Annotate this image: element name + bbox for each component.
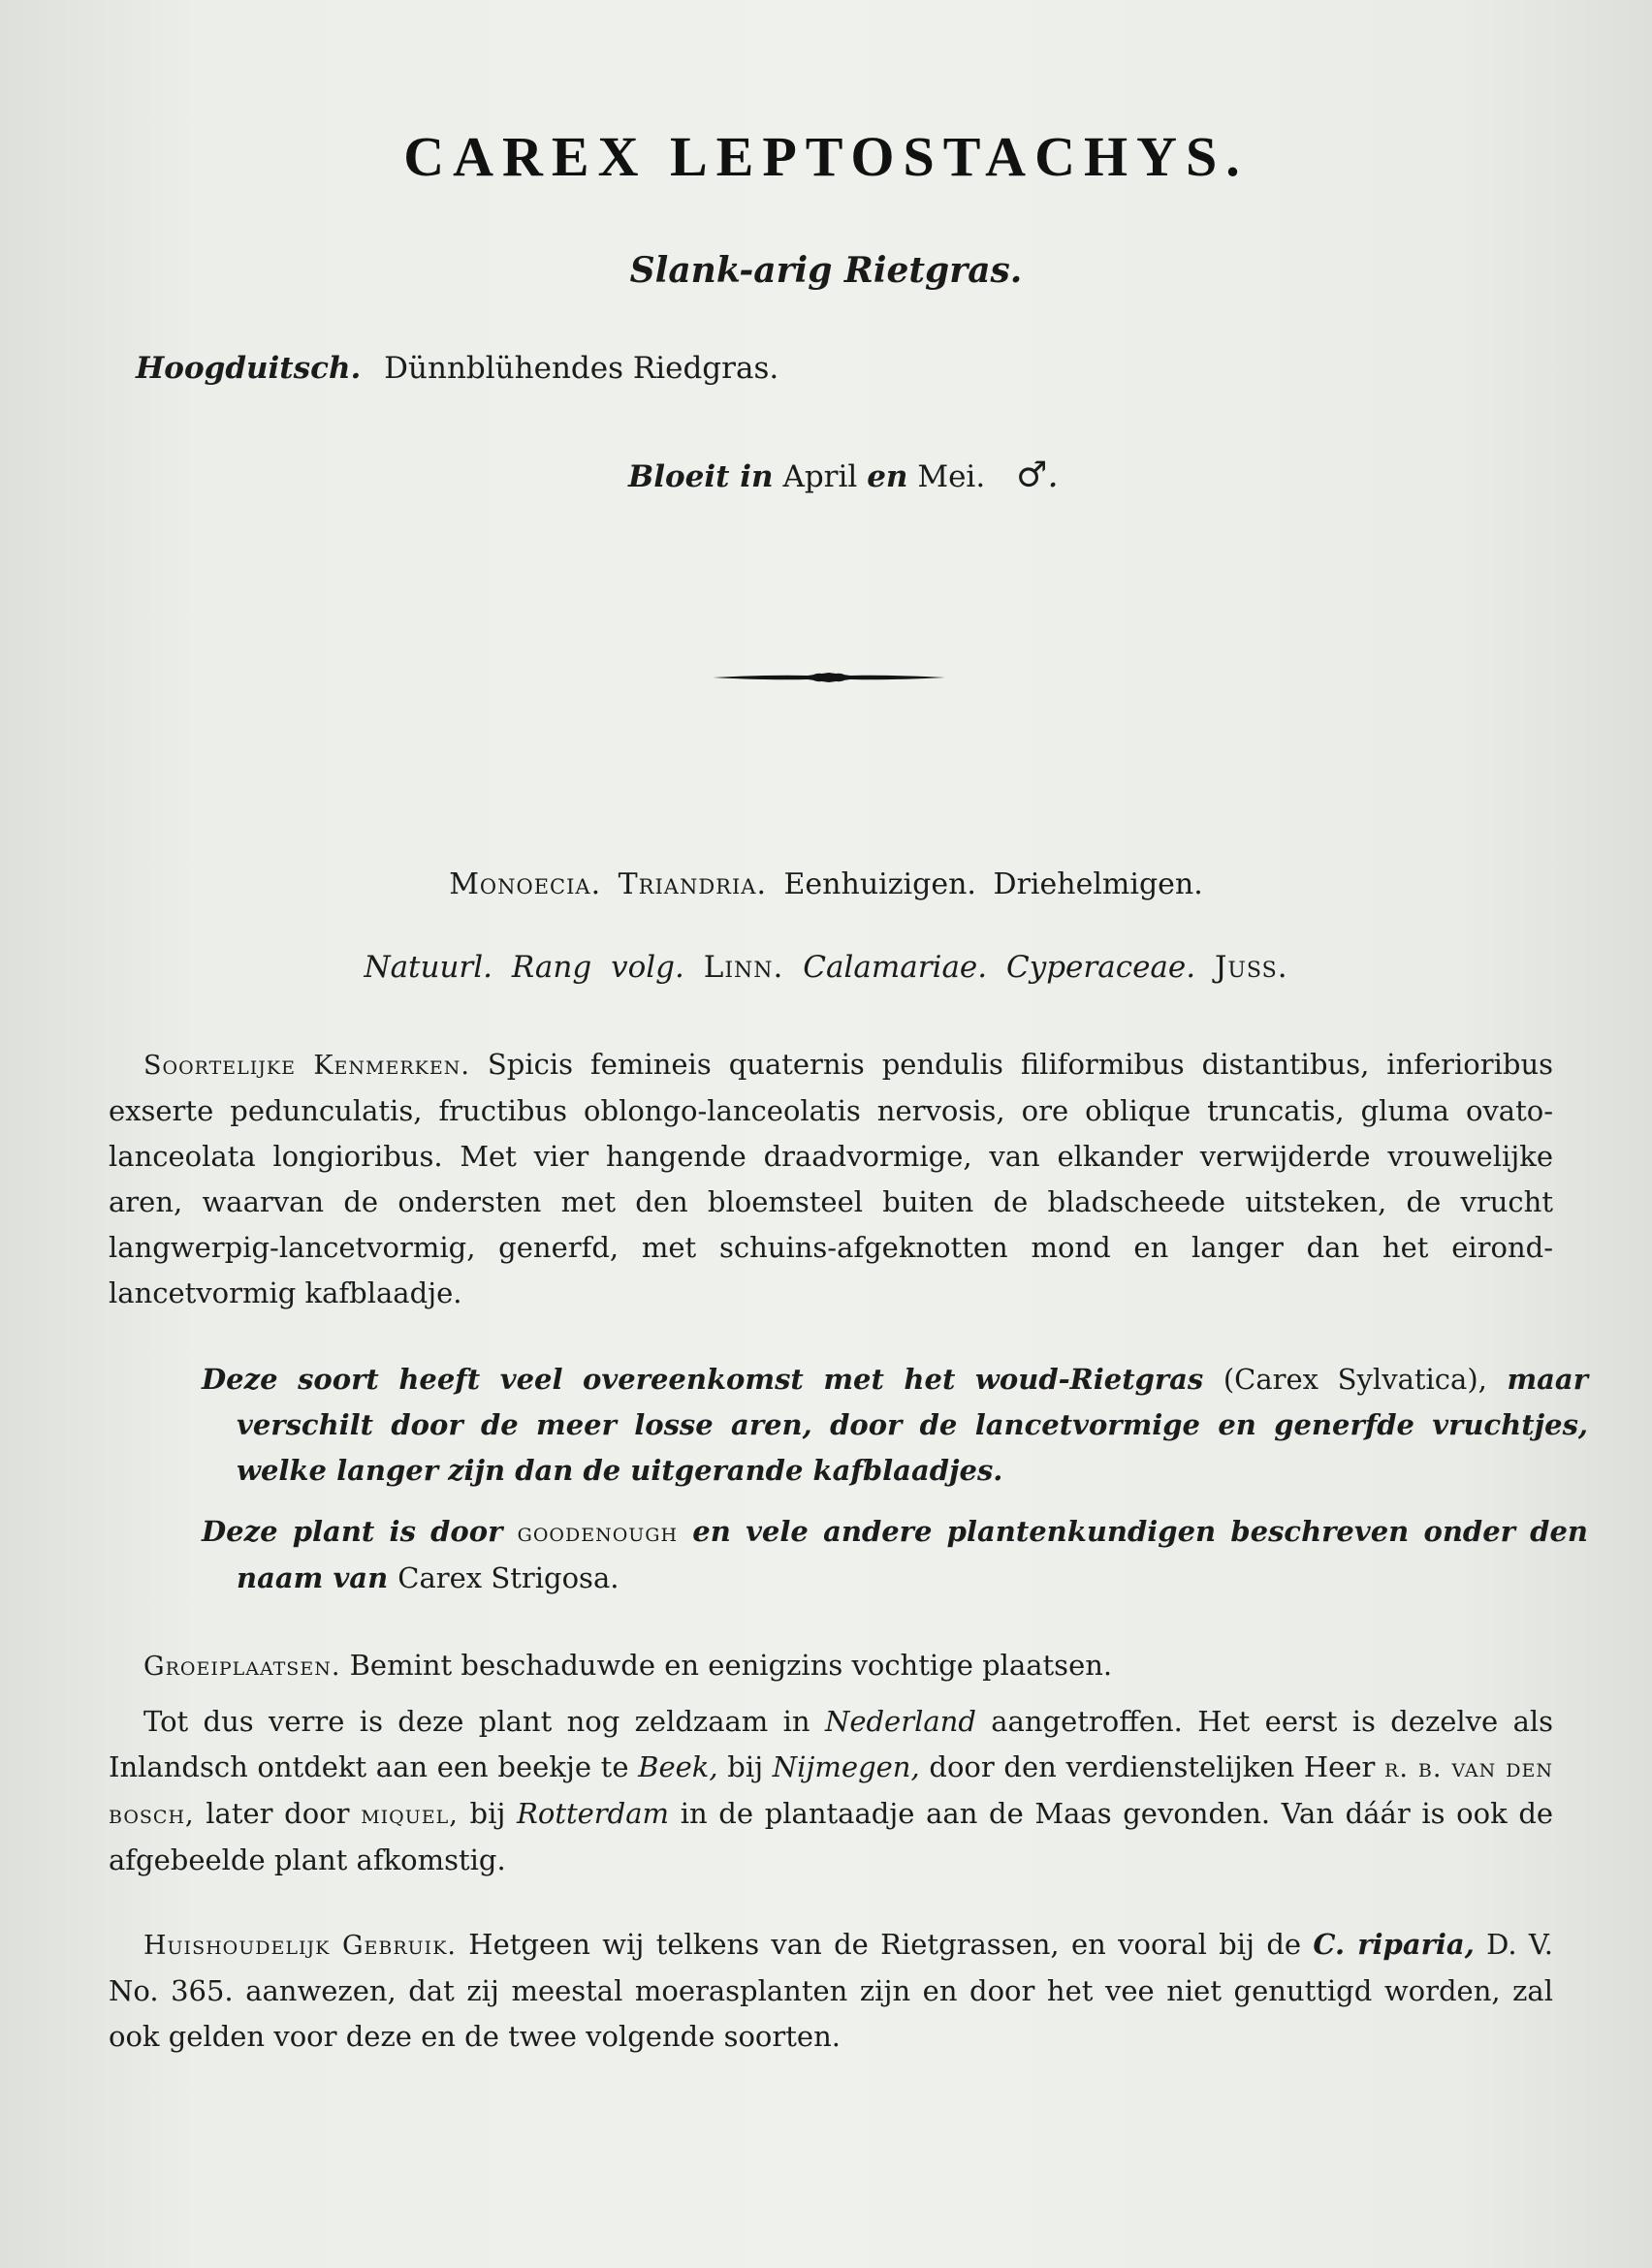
kenmerken-text: Spicis femineis quaternis pendulis filiformibus distantibus, inferioribus exserte pedunculatis, fructibus oblongo-lanceolatis nervosis, ore oblique truncatis, gluma ovato-lanceolata longioribus. Met vier hangende draadvormige, van elkander verwijderde vrouwelijke aren, waarvan de ondersten met den bloemsteel buiten de bladscheede uitsteken, de vrucht langwerpig-lancetvormig, generfd, met schuins-afgeknotten mond en langer dan het eirond-lancetvormig kafblaadje.	[109, 1048, 1553, 1309]
note1-text-a: Deze soort heeft veel overeenkomst met het woud-Rietgras	[202, 1363, 1204, 1396]
dutch-name: Slank-arig Rietgras.	[629, 250, 1023, 291]
note2-carex-strigosa: Carex Strigosa.	[397, 1561, 620, 1594]
kenmerken-paragraph	[109, 1042, 1553, 1316]
german-name: Dünnblühendes Riedgras.	[384, 351, 779, 386]
flowering-mei: Mei.	[917, 459, 986, 494]
kenmerken-heading: Soortelijke Kenmerken.	[143, 1051, 470, 1081]
natural-rank-line	[0, 950, 1652, 985]
gebruik-paragraph	[109, 1922, 1553, 2060]
rank-calamariae: Calamariae.	[803, 950, 988, 985]
male-symbol-icon: ♂.	[1016, 456, 1059, 495]
gebruik-t1: Hetgeen wij telkens van de Rietgrassen, en vooral bij de	[468, 1928, 1302, 1961]
locality-t1: Tot dus verre is deze plant nog zeldzaam in	[143, 1705, 810, 1738]
note1-carex-sylvatica: (Carex Sylvatica),	[1223, 1363, 1487, 1396]
note2-text-c: en vele andere plantenkundigen beschreven onder den naam van	[237, 1515, 1588, 1594]
locality-t5: later door	[206, 1797, 350, 1830]
flowering-line	[628, 456, 1059, 495]
class-monoecia: Monoecia.	[449, 867, 602, 901]
flowering-april: April	[782, 459, 858, 494]
rank-label: Natuurl. Rang volg.	[364, 950, 684, 985]
locality-t6: bij	[469, 1797, 506, 1830]
rank-cyperaceae: Cyperaceae.	[1005, 950, 1196, 985]
groeiplaatsen-paragraph	[109, 1643, 1553, 1689]
ornament-divider-icon	[711, 667, 947, 688]
flowering-label: Bloeit in	[628, 459, 774, 494]
note2-goodenough: goodenough	[517, 1518, 679, 1548]
class-driehelmigen: Driehelmigen.	[993, 867, 1203, 901]
note1-text-c: maar verschilt door de meer losse aren, door de lancetvormige en generfde vruchtjes, welke langer zijn dan de uitgerande kafblaadjes.	[237, 1363, 1588, 1487]
rank-juss: Juss.	[1214, 950, 1288, 985]
note2-text-a: Deze plant is door	[202, 1515, 503, 1548]
page-title: CAREX LEPTOSTACHYS.	[403, 125, 1249, 188]
groei-heading: Groeiplaatsen.	[143, 1652, 341, 1682]
german-label: Hoogduitsch.	[136, 351, 362, 386]
locality-nijmegen: Nijmegen,	[772, 1750, 920, 1783]
note-paragraph-2	[202, 1509, 1588, 1601]
flowering-en: en	[867, 459, 908, 494]
locality-t4: door den verdienstelijken Heer	[929, 1750, 1376, 1783]
rank-linn: Linn.	[703, 950, 784, 985]
groei-text: Bemint beschaduwde en eenigzins vochtige plaatsen.	[349, 1649, 1113, 1682]
locality-t7: in de plantaadje aan de Maas gevonden. Van dáár is ook de afgebeelde plant afkomstig.	[109, 1797, 1554, 1876]
locality-miquel: miquel,	[361, 1800, 459, 1830]
locality-paragraph	[109, 1699, 1553, 1883]
locality-t3: bij	[727, 1750, 764, 1783]
locality-nederland: Nederland	[824, 1705, 976, 1738]
gebruik-t2: D. V. No. 365. aanwezen, dat zij meestal moerasplanten zijn en door het vee niet genuttigd worden, zal ook gelden voor deze en de twee volgende soorten.	[109, 1928, 1553, 2053]
gebruik-heading: Huishoudelijk Gebruik.	[143, 1931, 457, 1961]
note-paragraph-1	[202, 1357, 1588, 1494]
locality-rotterdam: Rotterdam	[517, 1797, 670, 1830]
class-eenhuizigen: Eenhuizigen.	[783, 867, 976, 901]
gebruik-c-riparia: C. riparia,	[1313, 1928, 1475, 1961]
locality-beek: Beek,	[638, 1750, 718, 1783]
german-name-line	[136, 351, 778, 386]
class-triandria: Triandria.	[618, 867, 767, 901]
classification-line	[0, 867, 1652, 901]
locality-t2: aangetroffen. Het eerst is dezelve als Inlandsch ontdekt aan een beekje te	[109, 1705, 1554, 1783]
locality-van-den-bosch: r. b. van den bosch,	[109, 1753, 1554, 1830]
